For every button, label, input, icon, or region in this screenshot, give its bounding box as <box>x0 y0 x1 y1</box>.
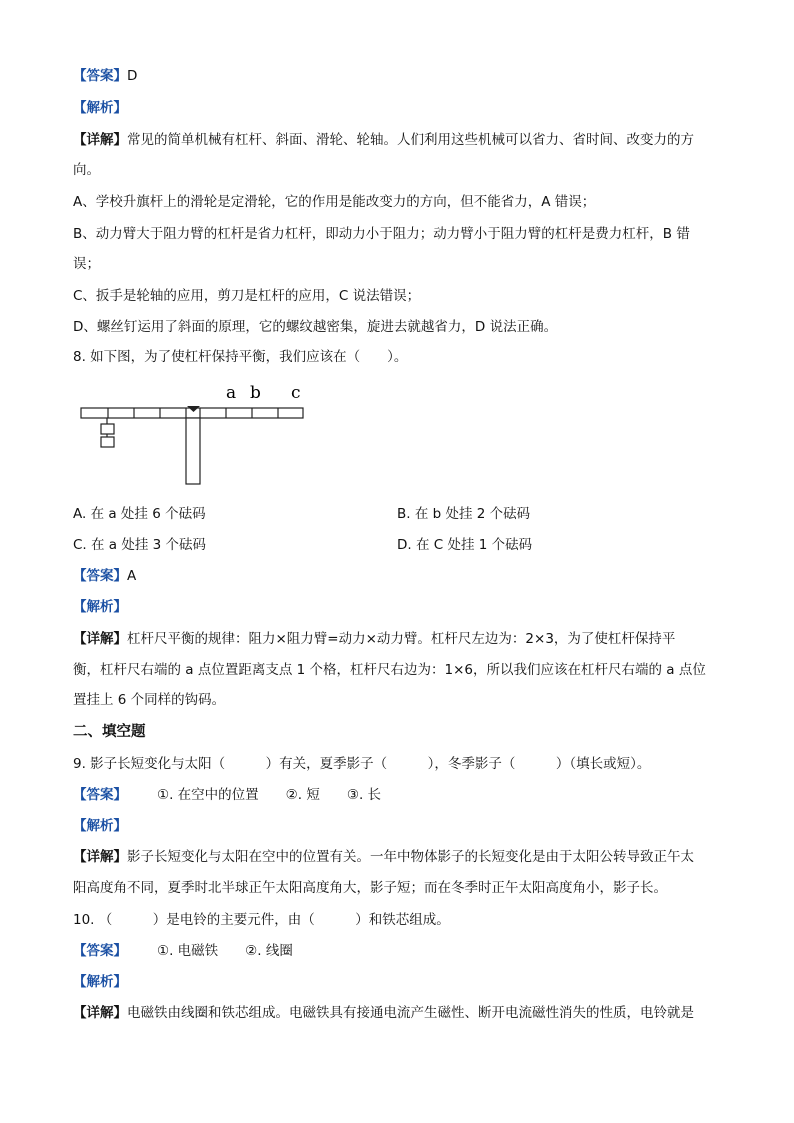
q7-option-a-explain: A、学校升旗杆上的滑轮是定滑轮，它的作用是能改变力的方向，但不能省力，A 错误； <box>73 194 596 210</box>
q8-option-d: D. 在 C 处挂 1 个砝码 <box>397 537 533 553</box>
q8-detail-line-3: 置挂上 6 个同样的钩码。 <box>73 692 226 708</box>
answer-tag: 【答案】 <box>73 787 127 803</box>
analysis-tag: 【解析】 <box>73 100 127 116</box>
q7-detail-line-2: 向。 <box>73 162 100 178</box>
q7-detail-line-1 <box>73 130 694 150</box>
q7-option-b-explain-2: 误； <box>73 256 100 272</box>
answer-tag: 【答案】 <box>73 68 127 84</box>
q10-analysis-line <box>73 972 127 992</box>
stand <box>186 418 200 484</box>
label-c: c <box>291 383 301 403</box>
detail-tag: 【详解】 <box>73 132 127 148</box>
answer-value: ①. 在空中的位置 ②. 短 ③. 长 <box>157 787 382 803</box>
section-title: 二、填空题 <box>73 724 146 740</box>
q8-answer-line <box>73 566 136 586</box>
q7-option-b-explain-1: B、动力臂大于阻力臂的杠杆是省力杠杆，即动力小于阻力；动力臂小于阻力臂的杠杆是费力杠杆，B 错 <box>73 226 690 242</box>
label-b: b <box>250 383 261 403</box>
q8-question: 8. 如下图，为了使杠杆保持平衡，我们应该在（ ）。 <box>73 349 408 365</box>
analysis-tag: 【解析】 <box>73 599 127 615</box>
q7-answer-line <box>73 66 137 86</box>
q10-detail-line-1 <box>73 1003 694 1023</box>
weight <box>101 437 114 447</box>
q7-analysis-line <box>73 98 127 118</box>
q8-option-a: A. 在 a 处挂 6 个砝码 <box>73 506 206 522</box>
answer-value: D <box>127 68 138 84</box>
lever-figure <box>80 378 312 490</box>
answer-tag: 【答案】 <box>73 568 127 584</box>
q8-option-b: B. 在 b 处挂 2 个砝码 <box>397 506 531 522</box>
q8-detail-line-2: 衡，杠杆尺右端的 a 点位置距离支点 1 个格，杠杆尺右边为：1×6，所以我们应该在杠杆尺右端的 a 点位 <box>73 662 706 678</box>
q8-option-c: C. 在 a 处挂 3 个砝码 <box>73 537 207 553</box>
detail-tag: 【详解】 <box>73 1005 127 1021</box>
q7-option-d-explain: D、螺丝钉运用了斜面的原理，它的螺纹越密集，旋进去就越省力，D 说法正确。 <box>73 319 558 335</box>
detail-tag: 【详解】 <box>73 631 127 647</box>
analysis-tag: 【解析】 <box>73 974 127 990</box>
detail-text: 杠杆尺平衡的规律：阻力×阻力臂=动力×动力臂。杠杆尺左边为：2×3，为了使杠杆保持平 <box>127 631 676 647</box>
q8-analysis-line <box>73 597 127 617</box>
q9-detail-line-2: 阳高度角不同，夏季时北半球正午太阳高度角大，影子短；而在冬季时正午太阳高度角小，影子长。 <box>73 880 667 896</box>
q7-option-c-explain: C、扳手是轮轴的应用，剪刀是杠杆的应用，C 说法错误； <box>73 288 421 304</box>
q9-question: 9. 影子长短变化与太阳（ ）有关，夏季影子（ ），冬季影子（ ）（填长或短）。 <box>73 756 651 772</box>
analysis-tag: 【解析】 <box>73 818 127 834</box>
answer-value: A <box>127 568 137 584</box>
q8-detail-line-1 <box>73 629 675 649</box>
q10-question: 10. （ ）是电铃的主要元件，由（ ）和铁芯组成。 <box>73 912 450 928</box>
label-a: a <box>226 383 237 403</box>
q9-answer-line <box>73 785 381 805</box>
q9-detail-line-1 <box>73 847 694 867</box>
q10-answer-line <box>73 941 293 961</box>
q9-analysis-line <box>73 816 127 836</box>
detail-text: 常见的简单机械有杠杆、斜面、滑轮、轮轴。人们利用这些机械可以省力、省时间、改变力的方 <box>127 132 694 148</box>
detail-tag: 【详解】 <box>73 849 127 865</box>
detail-text: 电磁铁由线圈和铁芯组成。电磁铁具有接通电流产生磁性、断开电流磁性消失的性质，电铃就是 <box>127 1005 694 1021</box>
answer-tag: 【答案】 <box>73 943 127 959</box>
weight <box>101 424 114 434</box>
detail-text: 影子长短变化与太阳在空中的位置有关。一年中物体影子的长短变化是由于太阳公转导致正午太 <box>127 849 694 865</box>
answer-value: ①. 电磁铁 ②. 线圈 <box>157 943 293 959</box>
